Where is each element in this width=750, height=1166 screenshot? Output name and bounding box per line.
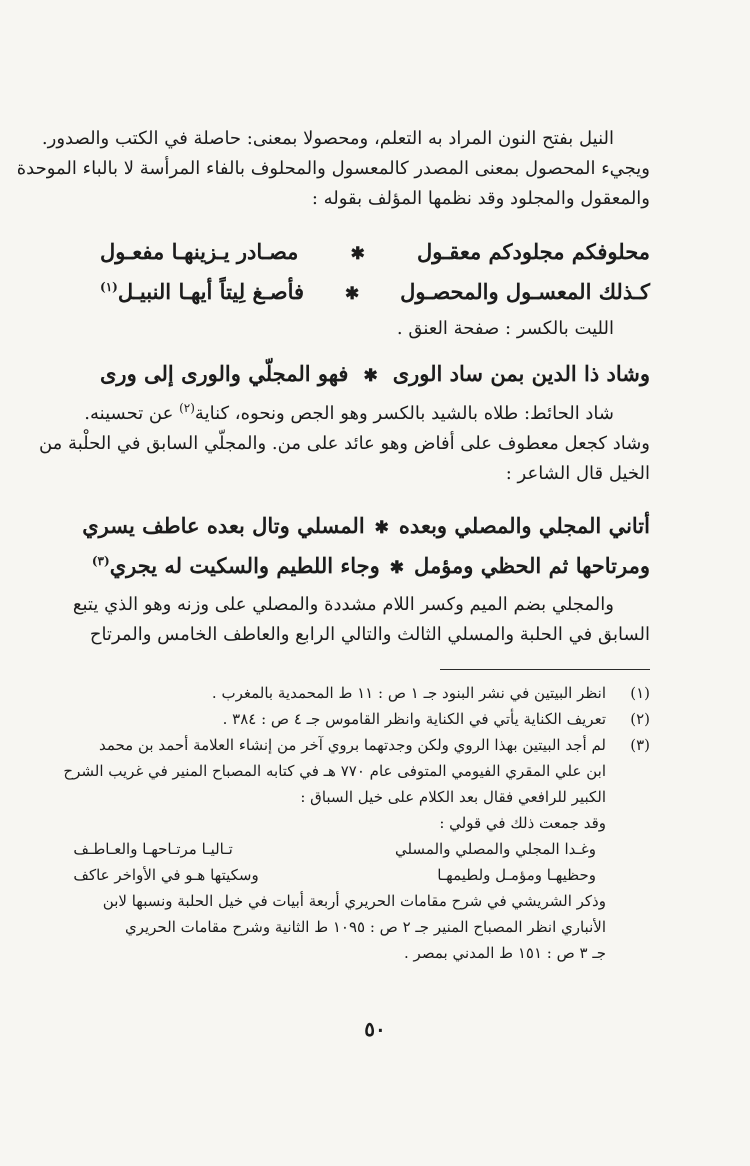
footnote-2 [100, 706, 650, 732]
hemistich-text: فأصـغ لِيتاً أيهـا النبيـل [117, 279, 305, 304]
verse-separator: ✱ [389, 558, 405, 578]
footnote-text: تعريف الكناية يأتي في الكناية وانظر القاموس جـ ٤ ص : ٣٨٤ . [222, 710, 606, 728]
footnote-1 [100, 680, 650, 706]
hemistich-text: وجاء اللطيم والسكيت له يجري [109, 553, 380, 578]
footnote-line: جـ ٣ ص : ١٥١ ط المدني بمصر . [404, 944, 606, 962]
verse-separator: ✱ [344, 284, 360, 304]
footnote-3 [63, 732, 650, 966]
hemistich-first: أتاني المجلي والمصلي وبعده [398, 513, 650, 538]
text-line: والمجلي بضم الميم وكسر اللام مشددة والمصلي على وزنه وهو الذي يتبع [72, 594, 614, 615]
paragraph-shad [38, 399, 650, 489]
text-line [84, 399, 650, 429]
page-number: ٥٠ [364, 1017, 386, 1041]
hemistich-first: محلوفكم مجلودكم معقـول [416, 239, 650, 264]
footnote-number: (١) [630, 684, 650, 702]
footnote-line: الكبير للرافعي فقال بعد الكلام على خيل السباق : [300, 788, 606, 806]
text-line: والمعقول والمجلود وقد نظمها المؤلف بقوله : [311, 188, 650, 209]
text-line: الليت بالكسر : صفحة العنق . [396, 318, 614, 339]
text-line: السابق في الحلبة والمسلي الثالث والتالي الرابع والعاطف الخامس والمرتاح [89, 624, 650, 645]
footnote-verse-line [63, 862, 606, 888]
footnote-line: وذكر الشريشي في شرح مقامات الحريري أربعة أبيات في خيل الحلبة ونسبها لابن [102, 892, 606, 910]
footnote-text: انظر البيتين في نشر البنود جـ ١ ص : ١١ ط المحمدية بالمغرب . [211, 684, 606, 702]
hemistich-first: كـذلك المعسـول والمحصـول [400, 279, 650, 304]
verse-line [91, 547, 650, 587]
verse-line [100, 355, 650, 395]
text-segment: شاد الحائط: طلاه بالشيد بالكسر وهو الجص ونحوه، كناية [194, 403, 614, 424]
footnote-line: لم أجد البيتين بهذا الروي ولكن وجدتهما بروي آخر من إنشاء العلامة أحمد بن محمد [98, 736, 606, 754]
footnote-line: وقد جمعت ذلك في قولي : [439, 814, 606, 832]
footnote-number: (٢) [630, 710, 650, 728]
hemistich-second: فهو المجلّي والورى إلى ورى [100, 361, 349, 386]
verse-separator: ✱ [363, 366, 378, 386]
footnote-line: ابن علي المقري الفيومي المتوفى عام ٧٧٠ هـ في كتابه المصباح المنير في غريب الشرح [63, 762, 606, 780]
footnote-ref-2: (٢) [179, 401, 195, 415]
footnote-divider [440, 669, 650, 670]
footnote-verse-line [63, 836, 606, 862]
text-segment: عن تحسينه. [84, 403, 180, 424]
verse-line [100, 273, 650, 313]
verse-separator: ✱ [374, 518, 389, 538]
poem-verse-3 [82, 507, 650, 587]
footnote-ref-1: (١) [100, 280, 118, 294]
footnote-line: الأنباري انظر المصباح المنير جـ ٢ ص : ١٠٩٥ ط الثانية وشرح مقامات الحريري [124, 918, 606, 936]
text-line: وشاد كجعل معطوف على أفاض وهو عائد على من. والمجلّي السابق في الحلْبة من [38, 433, 650, 454]
intro-paragraph [16, 124, 650, 214]
text-line: النيل بفتح النون المراد به التعلم، ومحصولا بمعنى: حاصلة في الكتب والصدور. [41, 128, 614, 149]
hemistich-second: وسكيتها هـو في الأواخر عاكف [73, 866, 259, 884]
poem-verse-2 [100, 355, 650, 395]
hemistich-first: وشاد ذا الدين بمن ساد الورى [392, 361, 650, 386]
hemistich-second: تـاليـا مرتـاحهـا والعـاطـف [73, 840, 233, 858]
footnote-number: (٣) [630, 736, 650, 754]
poem-verse-1 [100, 233, 650, 313]
paragraph-mujalli [72, 590, 650, 650]
footnote-poem [63, 836, 606, 888]
hemistich-second: المسلي وتال بعده عاطف يسري [82, 513, 365, 538]
hemistich-first: وحظيهـا ومؤمـل ولطيمهـا [437, 866, 596, 884]
definition-laith [100, 314, 650, 344]
verse-line [100, 233, 650, 273]
footnote-ref-3: (٣) [91, 554, 110, 568]
text-line: الخيل قال الشاعر : [505, 463, 650, 484]
text-line: ويجيء المحصول بمعنى المصدر كالمعسول والمحلوف بالفاء المرأسة لا بالباء الموحدة [16, 158, 650, 179]
hemistich-second [92, 547, 380, 585]
hemistich-first: وغـدا المجلي والمصلي والمسلي [394, 840, 596, 858]
footnote-body [63, 732, 606, 966]
verse-line [82, 507, 650, 547]
verse-separator: ✱ [350, 244, 365, 264]
footnotes [63, 680, 650, 966]
hemistich-second [100, 273, 304, 311]
hemistich-first: ومرتاحها ثم الحظي ومؤمل [414, 553, 650, 578]
hemistich-second: مصـادر يـزينهـا مفعـول [100, 239, 299, 264]
